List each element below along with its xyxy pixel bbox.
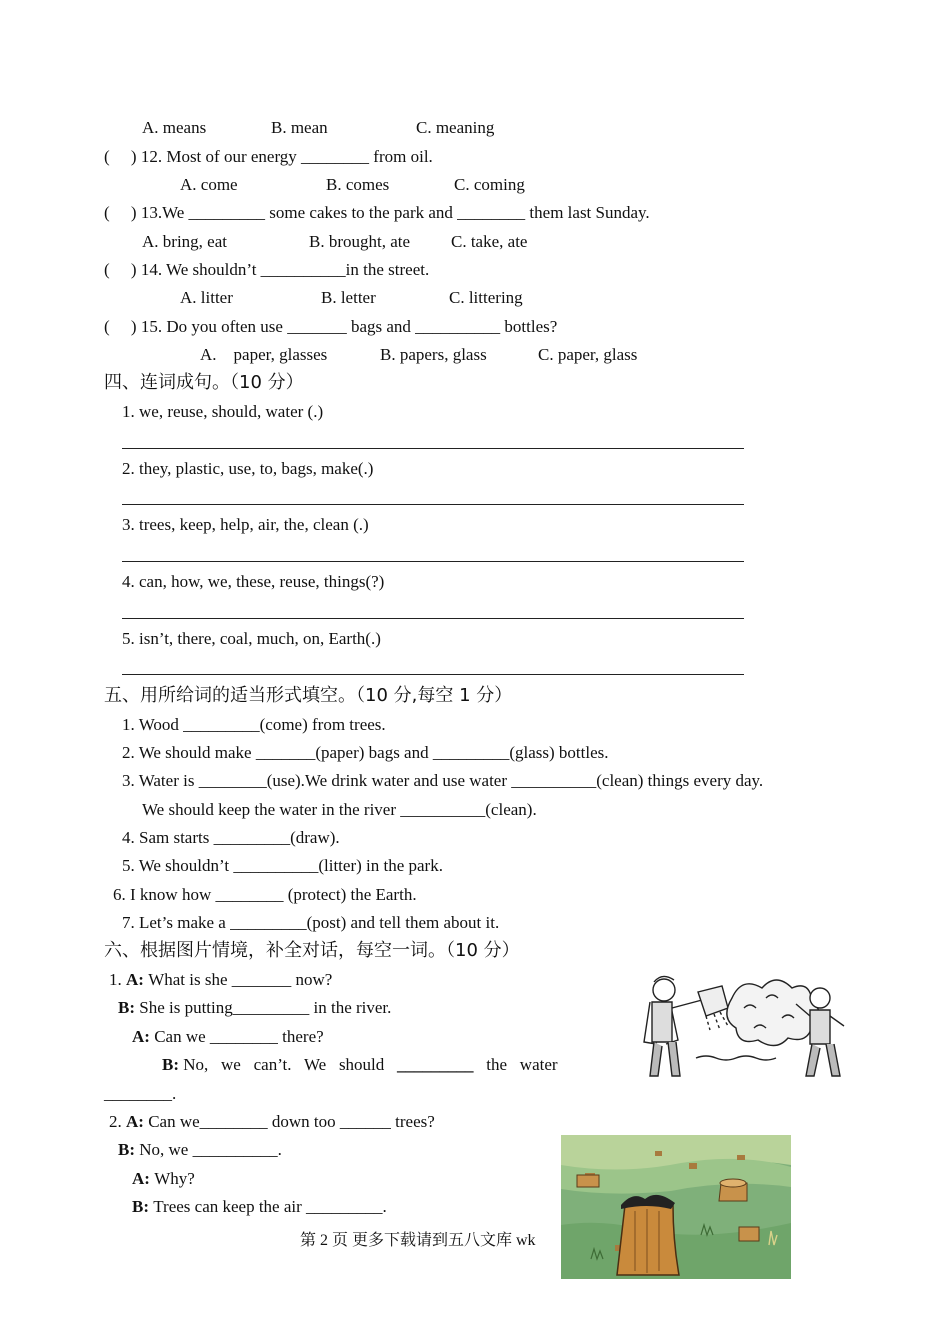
q13-question: ( ) 13.We _________ some cakes to the park and ________ them last Sunday. — [104, 203, 650, 222]
answer-line[interactable] — [122, 674, 744, 675]
answer-line[interactable] — [122, 448, 744, 449]
section6-title: 六、根据图片情境，补全对话，每空一词。（10 分） — [104, 940, 520, 961]
speaker-a: A: — [132, 1169, 155, 1188]
q11-option-b: B. mean — [271, 118, 328, 137]
dialogue2-line-1 — [109, 1112, 435, 1132]
answer-line[interactable] — [122, 561, 744, 562]
section5-item-3: 3. Water is ________(use).We drink water and use water __________(clean) things every day. — [122, 771, 764, 790]
q11-option-a: A. means — [142, 118, 207, 137]
section5-item-2: 2. We should make _______(paper) bags and _________(glass) bottles. — [122, 743, 609, 762]
dialogue1-line-3 — [132, 1027, 324, 1047]
speaker-b: B: — [118, 1140, 140, 1159]
page-footer: 第 2 页 更多下载请到五八文库 wk — [300, 1232, 536, 1249]
q13-option-a: A. bring, eat — [142, 232, 227, 251]
q14-option-c: C. littering — [449, 288, 523, 307]
dialogue-text: She is putting_________ in the river. — [139, 998, 392, 1017]
dialogue-text: No, we __________. — [139, 1140, 282, 1159]
answer-line[interactable] — [122, 504, 744, 505]
dialogue1-line-1 — [109, 970, 332, 990]
dialogue-text: Can we________ down too ______ trees? — [148, 1112, 435, 1131]
dialogue-text: What is she _______ now? — [148, 970, 333, 989]
q15-option-b: B. papers, glass — [380, 345, 487, 364]
section5-item-6: 6. I know how ________ (protect) the Earth. — [113, 885, 417, 904]
section4-item-5: 5. isn’t, there, coal, much, on, Earth(.) — [122, 629, 381, 648]
dialogue-text: the water — [473, 1055, 558, 1074]
section5-item-4: 4. Sam starts _________(draw). — [122, 828, 340, 847]
section4-item-1: 1. we, reuse, should, water (.) — [122, 402, 324, 421]
q15-option-a: A. paper, glasses — [200, 345, 328, 364]
dialogue-text: Can we ________ there? — [154, 1027, 324, 1046]
q14-question: ( ) 14. We shouldn’t __________in the street. — [104, 260, 430, 279]
dialogue2-line-4 — [132, 1197, 387, 1217]
dialogue-number: 1. — [109, 970, 126, 989]
speaker-b: B: — [162, 1055, 184, 1074]
dialogue-text: No, we can’t. We should — [183, 1055, 398, 1074]
section5-title: 五、用所给词的适当形式填空。（10 分,每空 1 分） — [104, 685, 513, 706]
section4-item-4: 4. can, how, we, these, reuse, things(?) — [122, 572, 385, 591]
tree-stumps-image — [561, 1135, 791, 1279]
section4-title: 四、连词成句。（10 分） — [104, 372, 304, 393]
section5-item-3-cont: We should keep the water in the river __________(clean). — [142, 800, 537, 819]
dialogue2-line-2 — [118, 1140, 282, 1160]
q12-option-b: B. comes — [326, 175, 390, 194]
q15-option-c: C. paper, glass — [538, 345, 638, 364]
q15-question: ( ) 15. Do you often use _______ bags and __________ bottles? — [104, 317, 558, 336]
dialogue1-line-4 — [162, 1055, 558, 1075]
q12-option-a: A. come — [180, 175, 238, 194]
dialogue1-line-5: ________. — [104, 1084, 177, 1103]
dialogue1-line-2 — [118, 998, 391, 1018]
q13-option-c: C. take, ate — [451, 232, 528, 251]
speaker-a: A: — [126, 1112, 149, 1131]
answer-line[interactable] — [122, 618, 744, 619]
pollution-cartoon-image — [636, 968, 850, 1082]
q13-option-b: B. brought, ate — [309, 232, 411, 251]
dialogue-text: Why? — [154, 1169, 195, 1188]
answer-blank[interactable]: _________ — [397, 1055, 474, 1074]
q14-option-b: B. letter — [321, 288, 376, 307]
section5-item-7: 7. Let’s make a _________(post) and tell them about it. — [122, 913, 500, 932]
q14-option-a: A. litter — [180, 288, 233, 307]
speaker-a: A: — [132, 1027, 155, 1046]
section5-item-5: 5. We shouldn’t __________(litter) in the park. — [122, 856, 443, 875]
dialogue2-line-3 — [132, 1169, 195, 1189]
section4-item-3: 3. trees, keep, help, air, the, clean (.) — [122, 515, 369, 534]
q11-option-c: C. meaning — [416, 118, 495, 137]
speaker-a: A: — [126, 970, 149, 989]
q12-option-c: C. coming — [454, 175, 525, 194]
dialogue-text: Trees can keep the air _________. — [153, 1197, 387, 1216]
section5-item-1: 1. Wood _________(come) from trees. — [122, 715, 386, 734]
section4-item-2: 2. they, plastic, use, to, bags, make(.) — [122, 459, 374, 478]
dialogue-number: 2. — [109, 1112, 126, 1131]
speaker-b: B: — [132, 1197, 154, 1216]
q12-question: ( ) 12. Most of our energy ________ from oil. — [104, 147, 433, 166]
speaker-b: B: — [118, 998, 140, 1017]
